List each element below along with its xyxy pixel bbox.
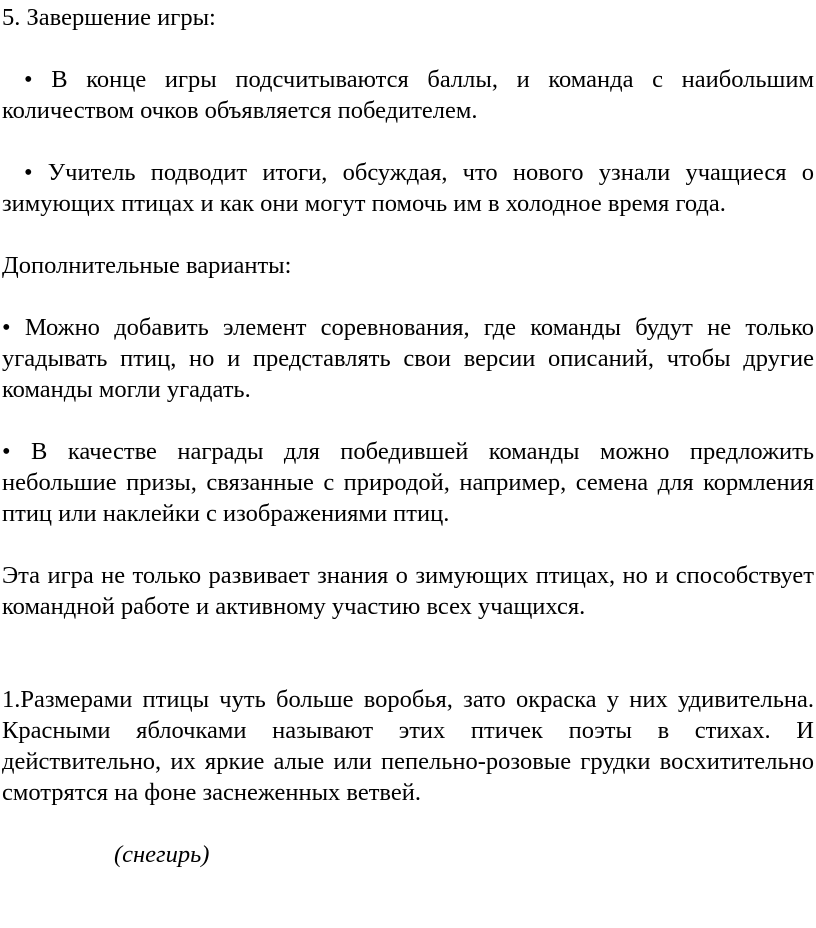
bullet-scoring: • В конце игры подсчитываются баллы, и команда с наибольшим количеством очков объявляется победителем.	[2, 66, 814, 124]
bullet-summary: • Учитель подводит итоги, обсуждая, что нового узнали учащиеся о зимующих птицах и как они могут помочь им в холодное время года.	[2, 159, 814, 217]
conclusion-paragraph: Эта игра не только развивает знания о зимующих птицах, но и способствует командной работе и активному участию всех учащихся.	[2, 562, 814, 620]
extra-option-prizes: • В качестве награды для победившей команды можно предложить небольшие призы, связанные с природой, например, семена для кормления птиц или наклейки с изображениями птиц.	[2, 438, 814, 527]
section-heading: 5. Завершение игры:	[2, 4, 216, 31]
extra-options-heading: Дополнительные варианты:	[2, 252, 292, 279]
riddle-paragraph: 1.Размерами птицы чуть больше воробья, зато окраска у них удивительна. Красными яблочками называют этих птичек поэты в стихах. И действительно, их яркие алые или пепельно-розовые грудки восхитительно смотрятся на фоне заснеженных ветвей.	[2, 686, 814, 806]
document-page	[2, 2, 814, 870]
extra-option-competition: • Можно добавить элемент соревнования, где команды будут не только угадывать птиц, но и представлять свои версии описаний, чтобы другие команды могли угадать.	[2, 314, 814, 403]
riddle-answer: (снегирь)	[114, 841, 210, 868]
